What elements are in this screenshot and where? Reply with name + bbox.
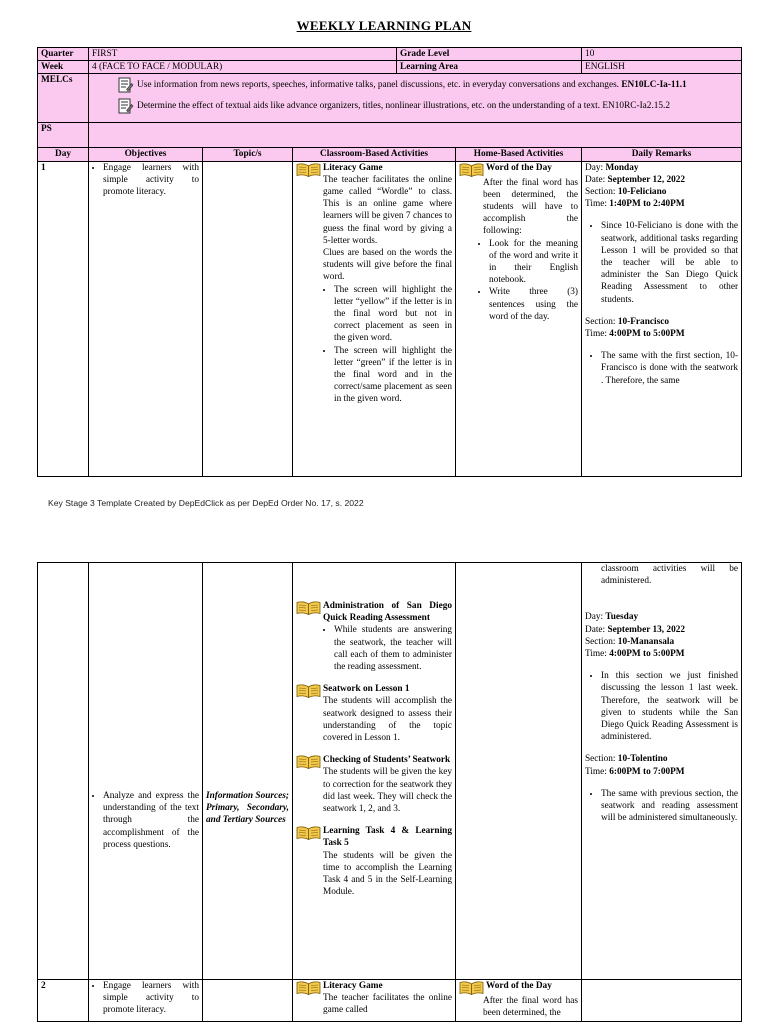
melcs-label: MELCs [38, 74, 89, 123]
objective-item: • Engage learners with simple activity to promote literacy. [103, 162, 199, 199]
reading-assessment-activity [296, 600, 452, 673]
objectives-header: Objectives [89, 148, 203, 161]
activity-text: The students will be given the key to correction for the seatwork they did last week. They will check the seatwork 1, 2, and 3. [323, 767, 452, 815]
objective-item: • Engage learners with simple activity to promote literacy. [103, 980, 199, 1017]
day-number: 1 [38, 161, 89, 476]
objectives-cell [89, 563, 203, 980]
book-icon [459, 981, 484, 995]
book-icon [296, 826, 321, 840]
melc-item [118, 76, 738, 94]
home-activities-header: Home-Based Activities [456, 148, 582, 161]
activity-bullet: • Write three (3) sentences using the word of the day. [489, 286, 578, 323]
remark-date: Date: September 12, 2022 [585, 174, 686, 185]
template-footer: Key Stage 3 Template Created by DepEdClick as per DepEd Order No. 17, s. 2022 [48, 498, 364, 508]
remark-bullet: • The same with previous section, the seatwork and reading assessment will be administered simultaneously. [601, 788, 738, 825]
book-icon [296, 684, 321, 698]
home-activities-cell [456, 563, 582, 980]
daily-remarks-cell [582, 563, 742, 980]
ps-content [89, 123, 742, 148]
weekly-plan-table-page2 [37, 562, 742, 1022]
activity-text: After the final word has been determined, the [483, 996, 578, 1019]
week-label: Week [38, 61, 89, 74]
activity-title: Literacy Game [323, 981, 383, 991]
remark-time: Time: 6:00PM to 7:00PM [585, 766, 685, 777]
remark-bullet: • The same with the first section, 10-Francisco is done with the seatwork . Therefore, the same [601, 350, 738, 387]
home-activities-cell [456, 980, 582, 1022]
note-icon [118, 97, 134, 115]
word-of-the-day-activity [459, 980, 578, 995]
remark-time: Time: 4:00PM to 5:00PM [585, 649, 685, 660]
note-icon [118, 76, 134, 94]
melc-code: EN10LC-Ia-11.1 [621, 80, 687, 91]
activity-text: The teacher facilitates the online game called [323, 993, 452, 1016]
seatwork-activity [296, 683, 452, 744]
remark-bullet: • Since 10-Feliciano is done with the seatwork, additional tasks regarding Lesson 1 will be provided so that the teacher will be able to administer the San Diego Quick Reading Assessment to other students. [601, 220, 738, 305]
activity-bullet: • The screen will highlight the letter “green” if the letter is in the final word and in the correct/same placement as seen in the given word. [334, 345, 452, 406]
activity-text: The students will accomplish the seatwork designed to assess their understanding of the topic covered in Lesson 1. [323, 696, 452, 744]
activity-title: Word of the Day [486, 162, 552, 173]
literacy-game-activity [296, 980, 452, 1017]
daily-remarks-cell [582, 161, 742, 476]
book-icon [296, 981, 321, 995]
weekly-plan-table-page1 [37, 47, 742, 477]
book-icon [296, 163, 321, 177]
topics-header: Topic/s [203, 148, 293, 161]
book-icon [296, 601, 321, 615]
remark-time: Time: 4:00PM to 5:00PM [585, 329, 685, 340]
week-value: 4 (FACE TO FACE / MODULAR) [89, 61, 397, 74]
remark-time: Time: 1:40PM to 2:40PM [585, 199, 685, 210]
activity-title: Administration of San Diego Quick Reading Assessment [323, 601, 452, 624]
day-number [38, 563, 89, 980]
topics-cell [203, 161, 293, 476]
topics-cell [203, 563, 293, 980]
learning-area-value: ENGLISH [582, 61, 742, 74]
remark-section: Section: 10-Feliciano [585, 187, 667, 198]
page-title: WEEKLY LEARNING PLAN [296, 18, 472, 33]
objectives-cell [89, 161, 203, 476]
quarter-value: FIRST [89, 48, 397, 61]
activity-bullet: • Look for the meaning of the word and write it in their English notebook. [489, 238, 578, 287]
activity-title: Checking of Students’ Seatwork [323, 755, 451, 766]
melc-text: Use information from news reports, speeches, informative talks, panel discussions, etc. in everyday conversations and exchanges. [137, 80, 620, 91]
remark-section: Section: 10-Manansala [585, 636, 675, 647]
grade-level-value: 10 [582, 48, 742, 61]
classroom-activities-cell [293, 161, 456, 476]
topics-cell [203, 980, 293, 1022]
classroom-activities-cell [293, 563, 456, 980]
melc-item [118, 97, 738, 115]
day-number: 2 [38, 980, 89, 1022]
ps-label: PS [38, 123, 89, 148]
classroom-activities-cell [293, 980, 456, 1022]
book-icon [296, 755, 321, 769]
literacy-game-activity [296, 162, 452, 406]
remark-bullet: • In this section we just finished discussing the lesson 1 last week. Therefore, the seatwork will be given to students while the San Diego Quick Reading Assessment is administered. [601, 670, 738, 743]
activity-title: Literacy Game [323, 162, 383, 173]
activity-bullet: • The screen will highlight the letter “yellow” if the letter is in the final word but not in correct placement as seen in the given word. [334, 284, 452, 345]
activity-bullet: • While students are answering the seatwork, the teacher will call each of them to administer the reading assessment. [334, 624, 452, 673]
activity-text: Clues are based on the words the students will give before the final word. [323, 248, 453, 283]
quarter-label: Quarter [38, 48, 89, 61]
remark-date: Date: September 13, 2022 [585, 624, 686, 635]
activity-title: Seatwork on Lesson 1 [323, 684, 410, 695]
remark-section: Section: 10-Francisco [585, 316, 669, 327]
remark-day: Day: Monday [585, 162, 639, 173]
melc-text: Determine the effect of textual aids like advance organizers, titles, nonlinear illustrations, etc. on the understanding of a text. EN10RC-Ia2.15.2 [137, 101, 671, 112]
daily-remarks-cell [582, 980, 742, 1022]
daily-remarks-header: Daily Remarks [582, 148, 742, 161]
classroom-activities-header: Classroom-Based Activities [293, 148, 456, 161]
activity-text: After the final word has been determined, the students will have to accomplish the following: [483, 177, 579, 237]
checking-seatwork-activity [296, 754, 452, 815]
melcs-content [89, 74, 742, 123]
home-activities-cell [456, 161, 582, 476]
objective-item: • Analyze and express the understanding of the text through the accomplishment of the process questions. [103, 790, 199, 851]
activity-text: The students will be given the time to accomplish the Learning Task 4 and 5 in the Self-Learning Module. [323, 850, 452, 898]
objectives-cell [89, 980, 203, 1022]
remark-section: Section: 10-Tolentino [585, 754, 668, 765]
learning-area-label: Learning Area [397, 61, 582, 74]
activity-title: Word of the Day [486, 981, 552, 991]
learning-task-activity [296, 825, 452, 898]
remark-continued: classroom activities will be administered. [601, 564, 738, 587]
grade-level-label: Grade Level [397, 48, 582, 61]
activity-title: Learning Task 4 & Learning Task 5 [323, 826, 452, 849]
book-icon [459, 163, 484, 177]
remark-day: Day: Tuesday [585, 612, 639, 623]
topic-text: Information Sources; Primary, Secondary, and Tertiary Sources [206, 791, 289, 826]
day-header: Day [38, 148, 89, 161]
activity-text: The teacher facilitates the online game called “Wordle” to class. This is an online game where learners will be given 7 chances to guess the final word by giving a 5-letter words. [323, 174, 453, 246]
word-of-the-day-activity [459, 162, 578, 177]
